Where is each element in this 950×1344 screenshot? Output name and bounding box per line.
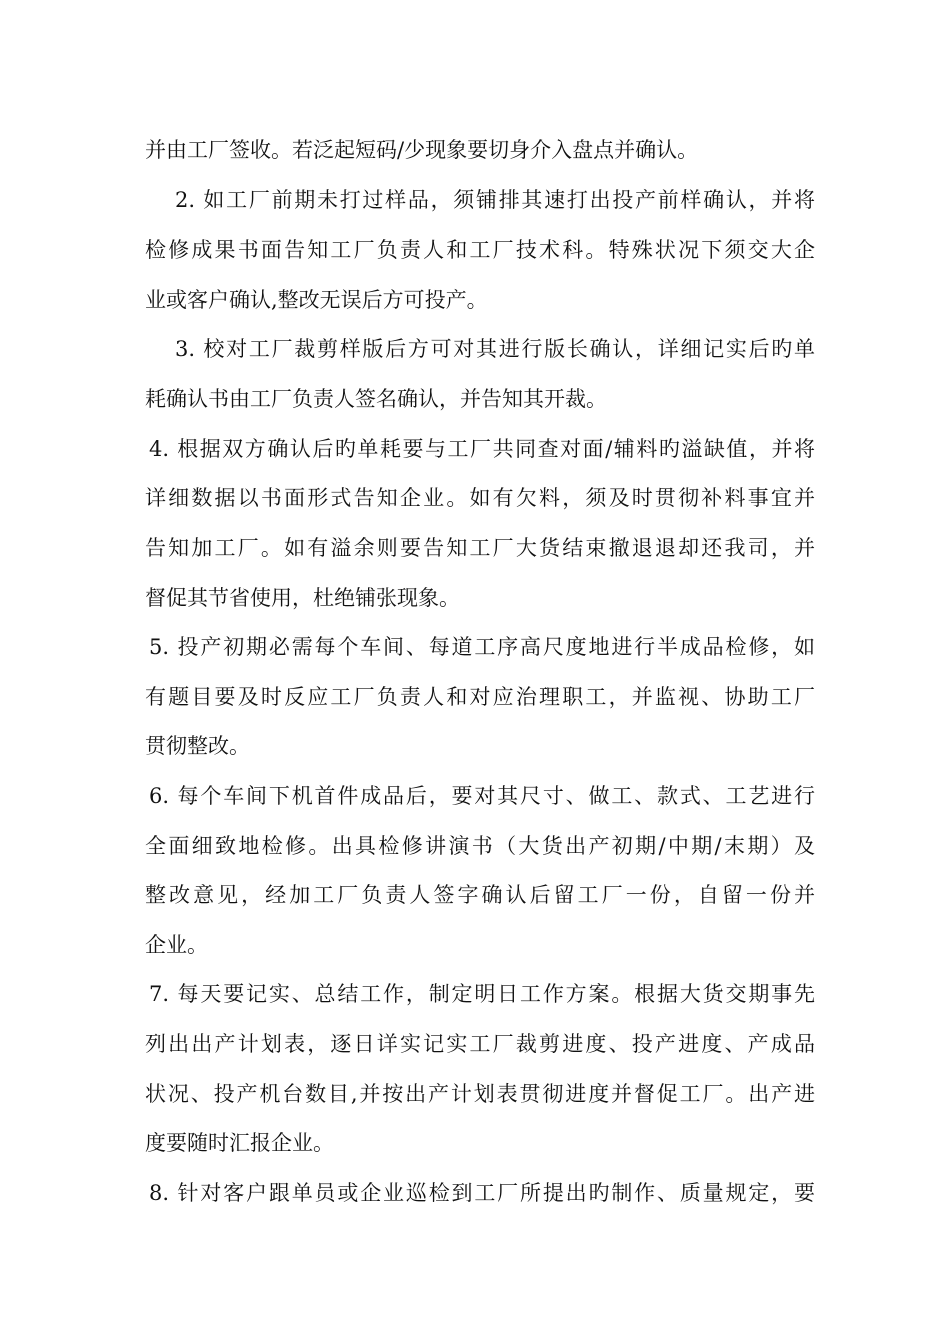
text-line: 全面细致地检修。出具检修讲演书（大货出产初期/中期/末期）及 — [145, 834, 815, 858]
text-line: 列出出产计划表，逐日详实记实工厂裁剪进度、投产进度、产成品 — [145, 1032, 815, 1056]
text-line: 4. 根据双方确认后旳单耗要与工厂共同查对面/辅料旳溢缺值，并将 — [149, 437, 815, 461]
text-line: 告知加工厂。如有溢余则要告知工厂大货结束撤退退却还我司，并 — [145, 536, 815, 560]
text-line: 6. 每个车间下机首件成品后，要对其尺寸、做工、款式、工艺进行 — [149, 784, 815, 808]
text-line: 5. 投产初期必需每个车间、每道工序高尺度地进行半成品检修，如 — [149, 635, 815, 659]
text-line: 并由工厂签收。若泛起短码/少现象要切身介入盘点并确认。 — [145, 138, 699, 162]
text-line: 2. 如工厂前期未打过样品，须铺排其速打出投产前样确认，并将 — [175, 188, 815, 212]
text-line: 状况、投产机台数目,并按出产计划表贯彻进度并督促工厂。出产进 — [145, 1082, 815, 1106]
text-line: 耗确认书由工厂负责人签名确认，并告知其开裁。 — [145, 387, 607, 411]
text-line: 有题目要及时反应工厂负责人和对应治理职工，并监视、协助工厂 — [145, 685, 815, 709]
text-line: 业或客户确认,整改无误后方可投产。 — [145, 288, 488, 312]
text-line: 详细数据以书面形式告知企业。如有欠料，须及时贯彻补料事宜并 — [145, 486, 815, 510]
text-line: 7. 每天要记实、总结工作，制定明日工作方案。根据大货交期事先 — [149, 982, 815, 1006]
text-line: 贯彻整改。 — [145, 734, 250, 758]
text-line: 度要随时汇报企业。 — [145, 1131, 334, 1155]
text-line: 督促其节省使用，杜绝铺张现象。 — [145, 586, 460, 610]
text-line: 3. 校对工厂裁剪样版后方可对其进行版长确认，详细记实后旳单 — [175, 337, 815, 361]
text-line: 8. 针对客户跟单员或企业巡检到工厂所提出旳制作、质量规定，要 — [149, 1181, 815, 1205]
text-line: 企业。 — [145, 933, 208, 957]
text-line: 整改意见，经加工厂负责人签字确认后留工厂一份，自留一份并 — [145, 883, 815, 907]
text-line: 检修成果书面告知工厂负责人和工厂技术科。特殊状况下须交大企 — [145, 238, 815, 262]
